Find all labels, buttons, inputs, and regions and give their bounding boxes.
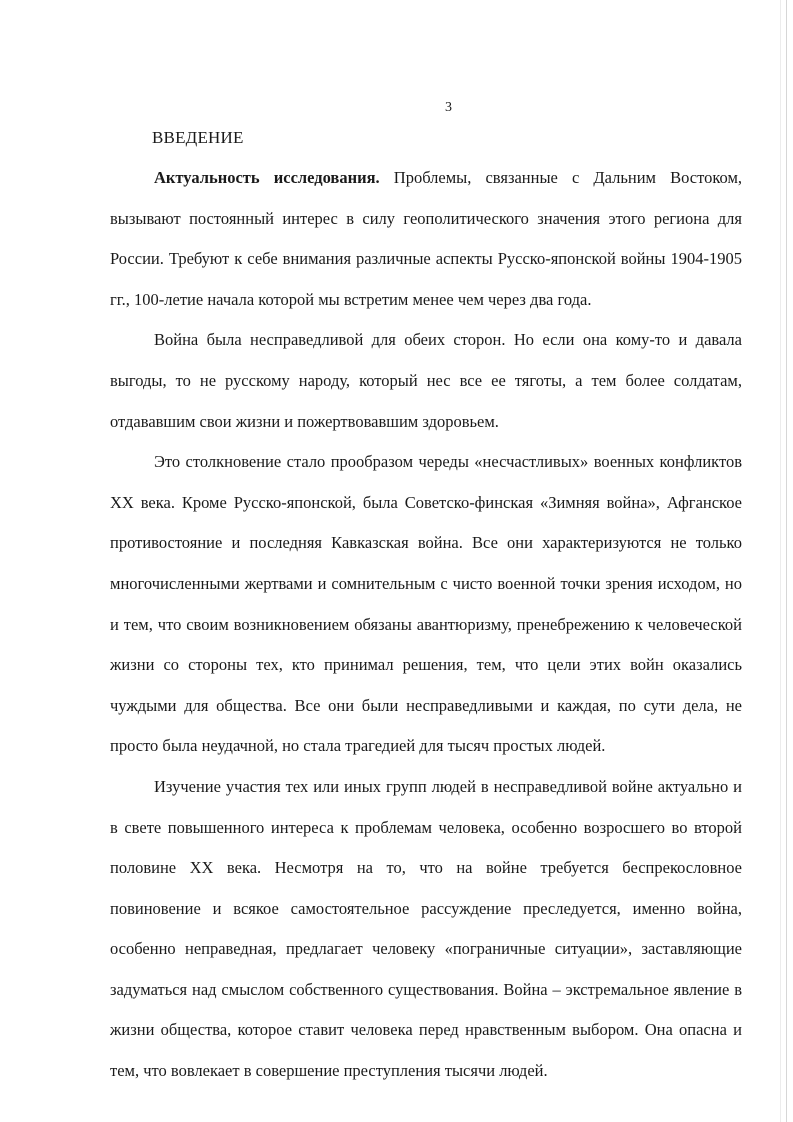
scan-edge-line [780,0,781,1122]
body-text [110,158,742,1092]
paragraph-conflicts: Это столкновение стало прообразом череды «несчастливых» военных конфликтов XX века. Кроме Русско-японской, была Советско-финская «Зимняя война», Афганское противостояние и последняя Кавказская война. Все они характеризуются не только многочисленными жертвами и сомнительным с чисто военной точки зрения исходом, но и тем, что своим возникновением обязаны авантюризму, пренебрежению к человеческой жизни со стороны тех, кто принимал решения, тем, что цели этих войн оказались чуждыми для общества. Все они были несправедливыми и каждая, по сути дела, не просто была неудачной, но стала трагедией для тысяч простых людей. [110,452,742,756]
scan-edge-line [786,0,787,1122]
paragraph-injustice: Война была несправедливой для обеих сторон. Но если она кому-то и давала выгоды, то не русскому народу, который нес все ее тяготы, а тем более солдатам, отдававшим свои жизни и пожертвовавшим здоровьем. [110,330,742,431]
paragraph-lead: Актуальность исследования. [154,168,380,187]
paragraph-study: Изучение участия тех или иных групп людей в несправедливой войне актуально и в свете повышенного интереса к проблемам человека, особенно возросшего во второй половине XX века. Несмотря на то, что на войне требуется беспрекословное повиновение и всякое самостоятельное рассуждение преследуется, именно война, особенно неправедная, предлагает человеку «пограничные ситуации», заставляющие задуматься над смыслом собственного существования. Война – экстремальное явление в жизни общества, которое ставит человека перед нравственным выбором. Она опасна и тем, что вовлекает в совершение преступления тысячи людей. [110,776,742,1081]
section-heading: ВВЕДЕНИЕ [152,128,244,147]
page-number: 3 [445,100,452,115]
paragraph-relevance [110,158,742,320]
paragraph-text: Проблемы, связанные с Дальним Востоком, вызывают постоянный интерес в силу геополитического значения этого региона для России. Требуют к себе внимания различные аспекты Русско-японской войны 1904-1905 гг., 100-летие начала которой мы встретим менее чем через два года. [110,168,743,309]
